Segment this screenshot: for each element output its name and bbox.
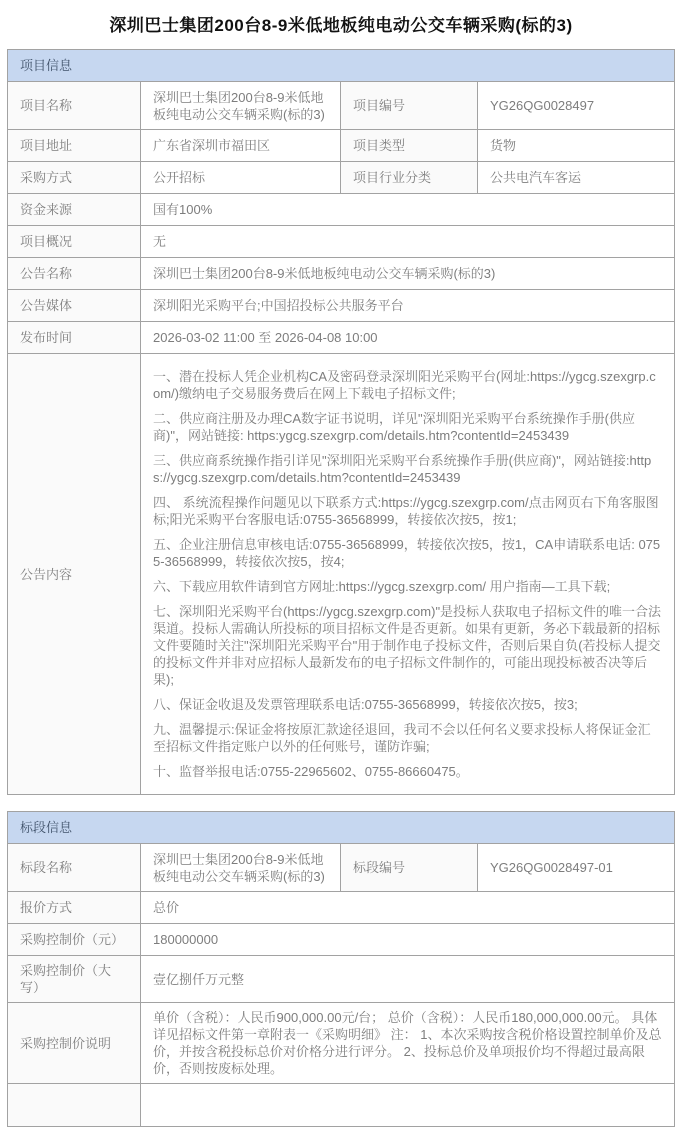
field-label-project-overview: 项目概况 xyxy=(8,226,141,258)
table-row xyxy=(8,82,675,130)
field-label-control-price-capital: 采购控制价（大写） xyxy=(8,956,141,1003)
notice-paragraph: 六、下载应用软件请到官方网址:https://ygcg.szexgrp.com/ 用户指南—工具下载; xyxy=(153,579,611,594)
notice-paragraph: 二、供应商注册及办理CA数字证书说明，详见"深圳阳光采购平台系统操作手册(供应商)"，网站链接: https:ygcg.szexgrp.com/details.htm?contentId=2453439 xyxy=(153,411,636,443)
field-label-procurement-method: 采购方式 xyxy=(8,162,141,194)
table-row-partial xyxy=(8,1084,675,1127)
field-label-quote-method: 报价方式 xyxy=(8,892,141,924)
field-label-project-address: 项目地址 xyxy=(8,130,141,162)
page-title: 深圳巴士集团200台8-9米低地板纯电动公交车辆采购(标的3) xyxy=(109,16,573,35)
project-info-table xyxy=(7,49,675,795)
table-row xyxy=(8,194,675,226)
field-value-project-name: 深圳巴士集团200台8-9米低地板纯电动公交车辆采购(标的3) xyxy=(141,82,341,130)
field-value-project-type: 货物 xyxy=(478,130,675,162)
field-value-section-number: YG26QG0028497-01 xyxy=(478,844,675,892)
field-label-project-type: 项目类型 xyxy=(341,130,478,162)
table-row xyxy=(8,290,675,322)
field-label-announcement-media: 公告媒体 xyxy=(8,290,141,322)
table-row xyxy=(8,844,675,892)
field-label-publish-time: 发布时间 xyxy=(8,322,141,354)
field-label-project-name: 项目名称 xyxy=(8,82,141,130)
project-info-header-row xyxy=(8,50,675,82)
field-label-empty xyxy=(8,1084,141,1127)
field-value-quote-method: 总价 xyxy=(141,892,675,924)
field-value-control-price-capital: 壹亿捌仟万元整 xyxy=(141,956,675,1003)
table-row xyxy=(8,162,675,194)
table-row xyxy=(8,130,675,162)
field-value-control-price-yuan: 180000000 xyxy=(141,924,675,956)
field-value-announcement-media: 深圳阳光采购平台;中国招投标公共服务平台 xyxy=(141,290,675,322)
field-value-empty xyxy=(141,1084,675,1127)
field-label-section-name: 标段名称 xyxy=(8,844,141,892)
field-label-industry-category: 项目行业分类 xyxy=(341,162,478,194)
field-value-control-price-note: 单价（含税）：人民币900,000.00元/台； 总价（含税）：人民币180,000,000.00元。 具体详见招标文件第一章附表一《采购明细》 注： 1、本次采购按含税价格设置控制单价及总价，并按含税投标总价对价格分进行评分。 2、投标总价及单项报价均不得超过最高限价，否则按废标处理。 xyxy=(141,1003,675,1084)
bid-section-header-row xyxy=(8,812,675,844)
notice-paragraph: 七、深圳阳光采购平台(https://ygcg.szexgrp.com)"是投标人获取电子招标文件的唯一合法渠道。投标人需确认所投标的项目招标文件是否更新。如果有更新，务必下载最新的招标文件要随时关注"深圳阳光采购平台"用于制作电子投标文件，否则后果自负(若投标人提交的投标文件并非对应招标人最新发布的电子招标文件制作的，可能出现投标被否决等后果); xyxy=(153,604,662,687)
table-row xyxy=(8,226,675,258)
field-value-project-overview: 无 xyxy=(141,226,675,258)
field-value-fund-source: 国有100% xyxy=(141,194,675,226)
table-row xyxy=(8,322,675,354)
field-label-control-price-note: 采购控制价说明 xyxy=(8,1003,141,1084)
field-label-control-price-yuan: 采购控制价（元） xyxy=(8,924,141,956)
notice-paragraph: 一、潜在投标人凭企业机构CA及密码登录深圳阳光采购平台(网址:https://ygcg.szexgrp.com/)缴纳电子交易服务费后在网上下载电子招标文件; xyxy=(153,369,656,401)
table-row xyxy=(8,892,675,924)
field-label-announcement-name: 公告名称 xyxy=(8,258,141,290)
notice-paragraph: 十、监督举报电话:0755-22965602、0755-86660475。 xyxy=(153,764,469,779)
bid-section-info-table xyxy=(7,811,675,1127)
field-value-section-name: 深圳巴士集团200台8-9米低地板纯电动公交车辆采购(标的3) xyxy=(141,844,341,892)
table-row xyxy=(8,956,675,1003)
field-value-procurement-method: 公开招标 xyxy=(141,162,341,194)
table-row xyxy=(8,1003,675,1084)
table-row-notice xyxy=(8,354,675,795)
notice-paragraph: 四、 系统流程操作问题见以下联系方式:https://ygcg.szexgrp.com/点击网页右下角客服图标;阳光采购平台客服电话:0755-36568999，转接依次按5，按1; xyxy=(153,495,659,527)
table-row xyxy=(8,924,675,956)
field-value-announcement-name: 深圳巴士集团200台8-9米低地板纯电动公交车辆采购(标的3) xyxy=(141,258,675,290)
field-value-publish-time: 2026-03-02 11:00 至 2026-04-08 10:00 xyxy=(141,322,675,354)
field-value-project-address: 广东省深圳市福田区 xyxy=(141,130,341,162)
table-row xyxy=(8,258,675,290)
project-info-section-header: 项目信息 xyxy=(8,50,675,82)
field-label-section-number: 标段编号 xyxy=(341,844,478,892)
notice-paragraph: 三、供应商系统操作指引详见"深圳阳光采购平台系统操作手册(供应商)"，网站链接:https://ygcg.szexgrp.com/details.htm?contentId=2453439 xyxy=(153,453,652,485)
field-label-project-number: 项目编号 xyxy=(341,82,478,130)
field-value-project-number: YG26QG0028497 xyxy=(478,82,675,130)
bid-section-section-header: 标段信息 xyxy=(8,812,675,844)
field-value-announcement-content xyxy=(141,354,675,795)
notice-paragraph: 八、保证金收退及发票管理联系电话:0755-36568999，转接依次按5，按3; xyxy=(153,697,578,712)
notice-paragraph: 五、企业注册信息审核电话:0755-36568999，转接依次按5，按1，CA申请联系电话: 0755-36568999，转接依次按5，按4; xyxy=(153,537,661,569)
field-value-industry-category: 公共电汽车客运 xyxy=(478,162,675,194)
notice-paragraph: 九、温馨提示:保证金将按原汇款途径退回，我司不会以任何名义要求投标人将保证金汇至招标文件指定账户以外的任何账号，谨防诈骗; xyxy=(153,722,651,754)
field-label-announcement-content: 公告内容 xyxy=(8,354,141,795)
field-label-fund-source: 资金来源 xyxy=(8,194,141,226)
